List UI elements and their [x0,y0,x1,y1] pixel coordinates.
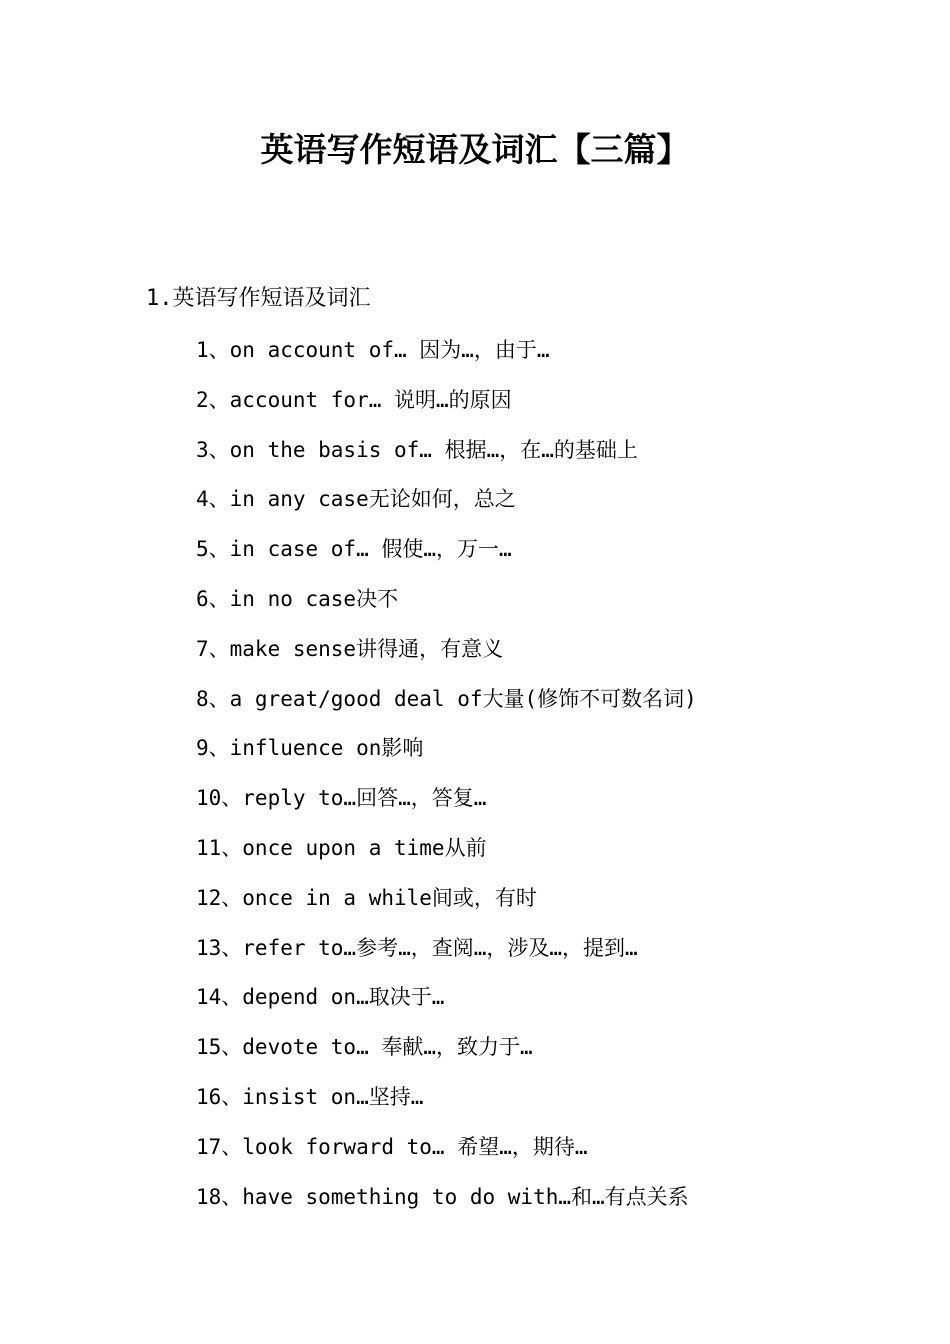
phrase-entry: 11、once upon a time从前 [196,835,487,860]
phrase-entry: 8、a great/good deal of大量(修饰不可数名词) [196,686,697,711]
phrase-entry: 12、once in a while间或，有时 [196,885,537,910]
phrase-entry: 17、look forward to… 希望…，期待… [196,1134,588,1159]
phrase-list [196,333,697,1229]
phrase-entry: 1、on account of… 因为…，由于… [196,338,550,362]
phrase-entry: 18、have something to do with…和…有点关系 [196,1184,689,1209]
document-title: 英语写作短语及词汇【三篇】 [260,130,690,169]
phrase-entry: 10、reply to…回答…，答复… [196,786,487,811]
phrase-entry: 2、account for… 说明…的原因 [196,387,512,412]
phrase-entry: 7、make sense讲得通，有意义 [196,636,504,661]
phrase-entry: 14、depend on…取决于… [196,985,445,1010]
phrase-entry: 15、devote to… 奉献…，致力于… [196,1035,533,1060]
phrase-entry: 16、insist on…坚持… [196,1084,424,1109]
section-heading: 1.英语写作短语及词汇 [146,286,371,311]
phrase-entry: 4、in any case无论如何，总之 [196,487,516,512]
phrase-entry: 5、in case of… 假使…，万一… [196,537,512,562]
phrase-entry: 13、refer to…参考…，查阅…，涉及…，提到… [196,935,638,960]
phrase-entry: 9、influence on影响 [196,736,424,761]
phrase-entry: 6、in no case决不 [196,586,399,611]
phrase-entry: 3、on the basis of… 根据…，在…的基础上 [196,437,638,462]
